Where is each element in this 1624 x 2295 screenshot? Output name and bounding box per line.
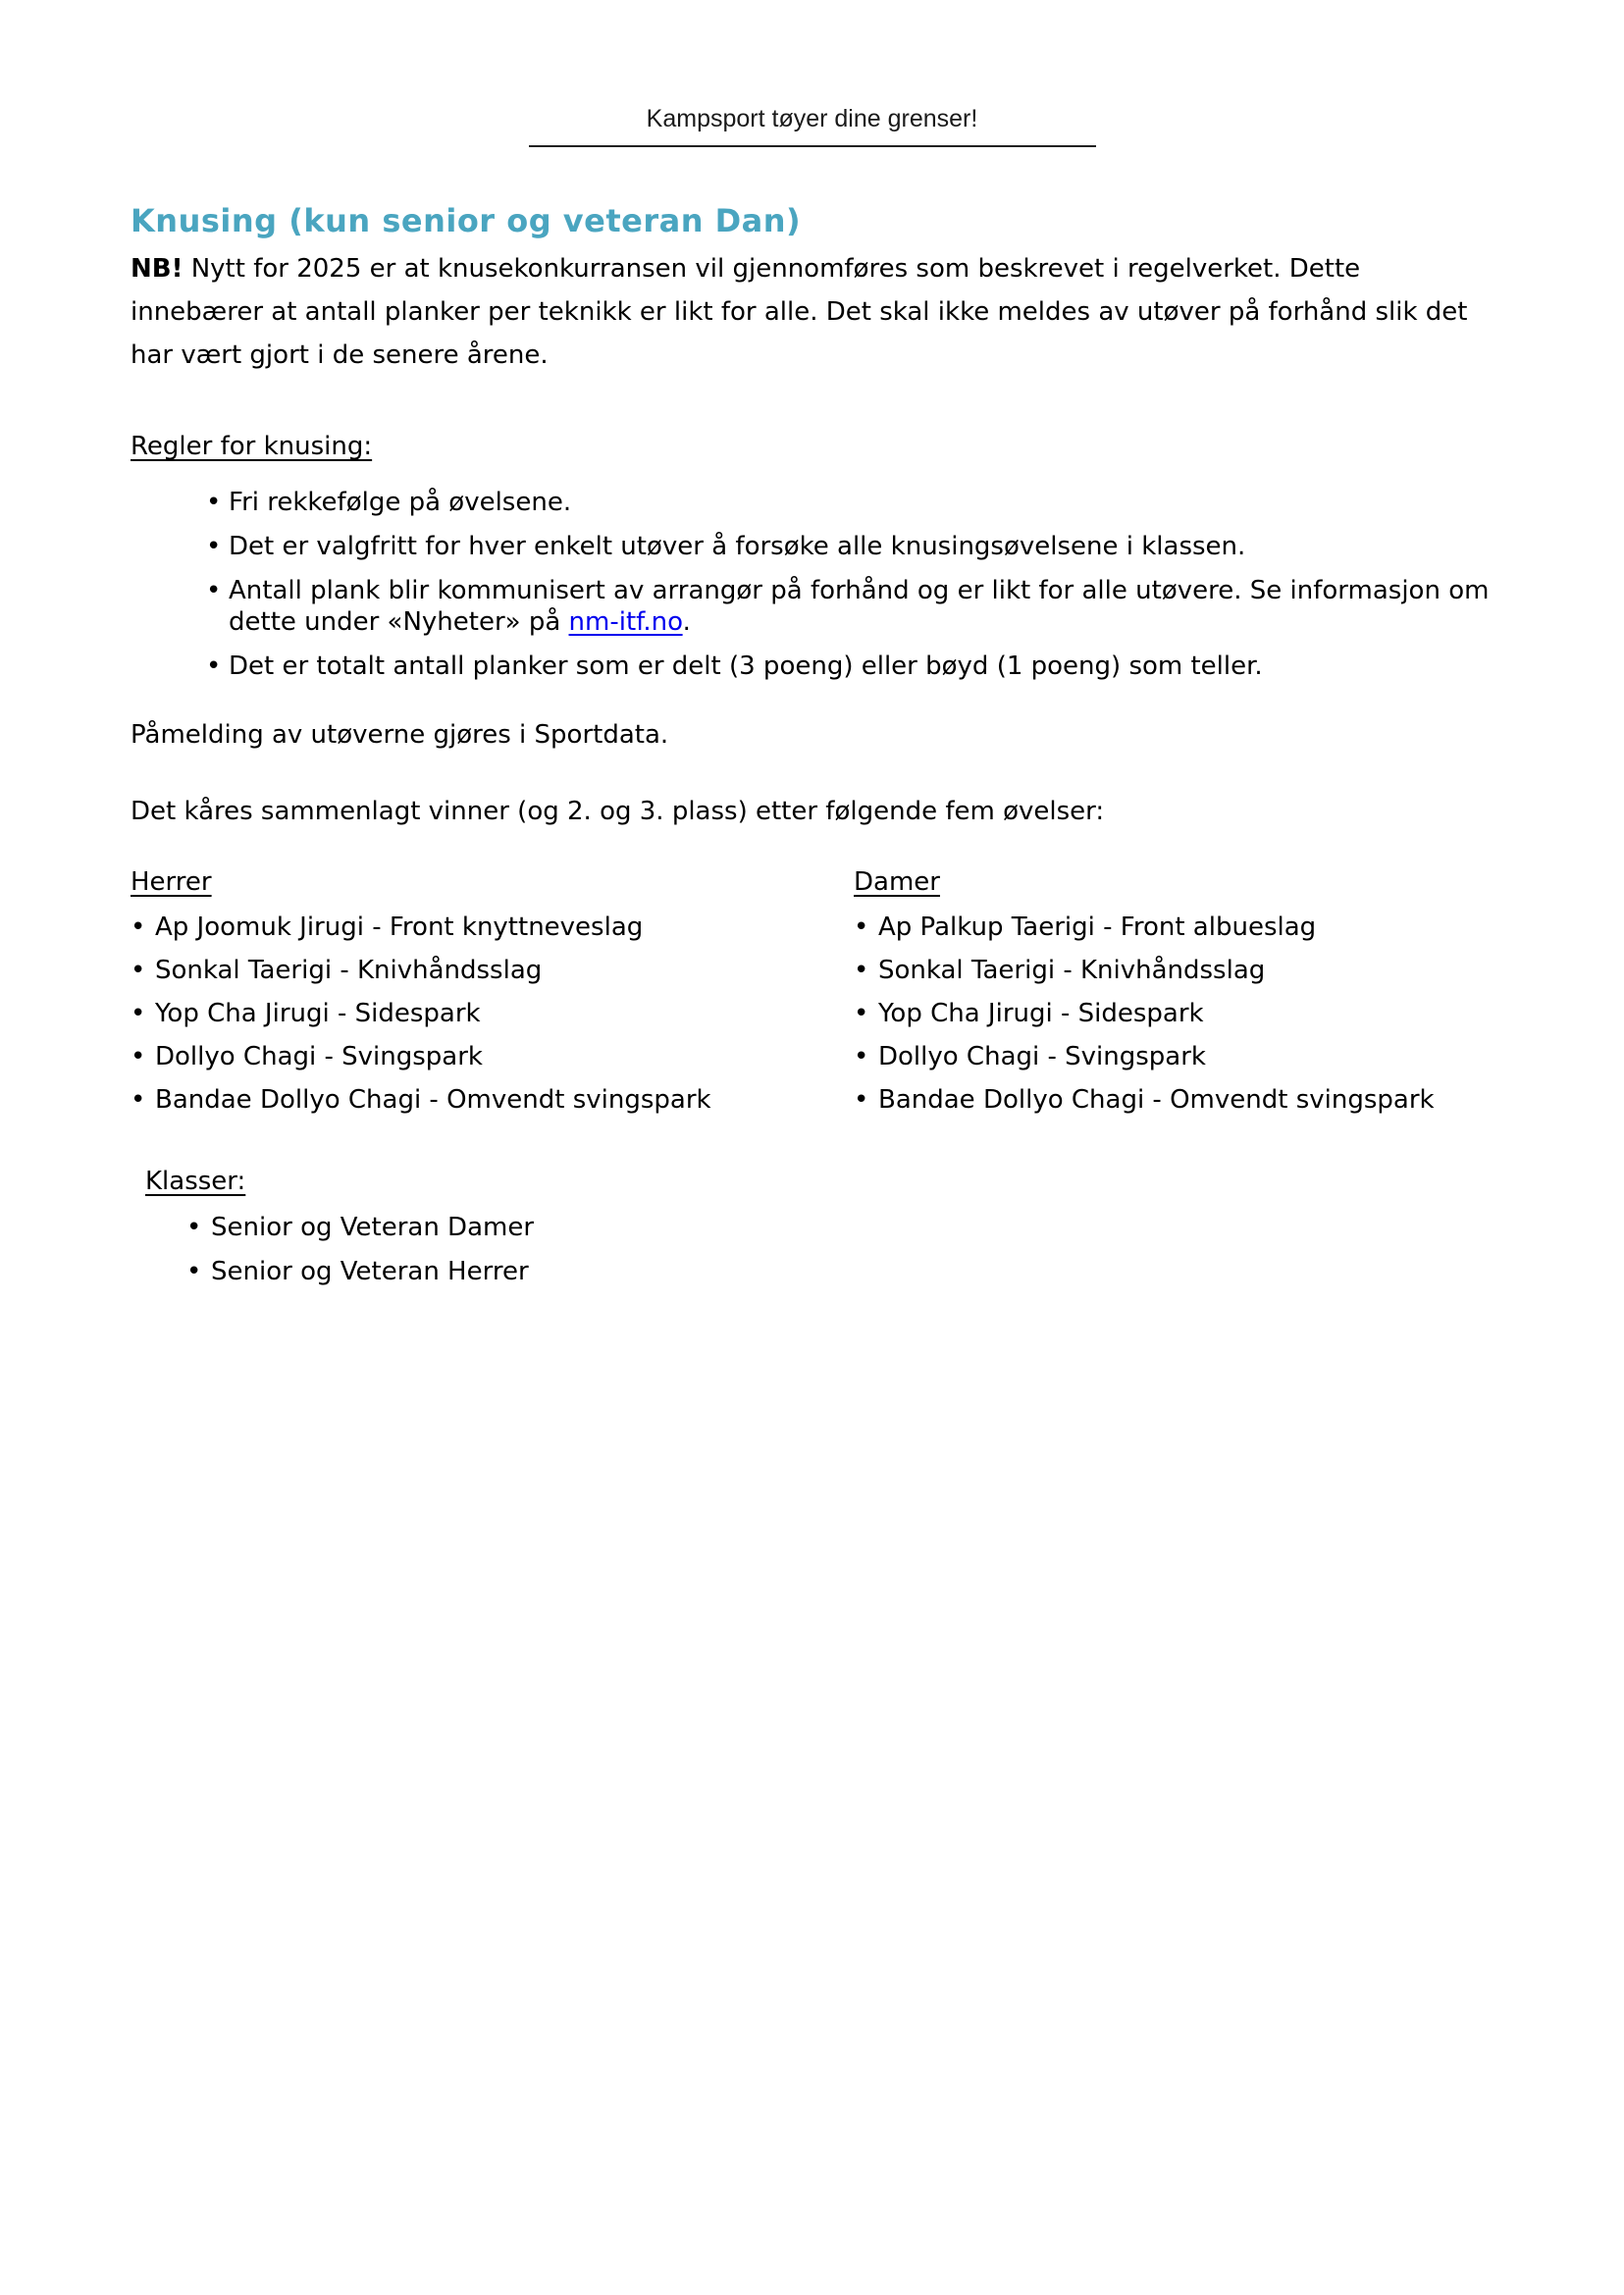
bullet-icon: • [854, 913, 869, 942]
damer-heading: Damer [854, 867, 940, 897]
exercise-text: Ap Joomuk Jirugi - Front knyttneveslag [155, 913, 644, 942]
intro-paragraph [131, 247, 1493, 377]
exercise-text: Bandae Dollyo Chagi - Omvendt svingspark [878, 1085, 1435, 1115]
bullet-icon: • [131, 956, 146, 985]
bullet-icon: • [131, 999, 146, 1028]
document-header [131, 104, 1493, 147]
exercise-text: Bandae Dollyo Chagi - Omvendt svingspark [155, 1085, 711, 1115]
intro-text: Nytt for 2025 er at knusekonkurransen vil gjennomføres som beskrevet i regelverket. Dette innebærer at antall planker per teknikk er likt for alle. Det skal ikke meldes av utøver på forhånd slik det har vært gjort i de senere årene. [131, 254, 1468, 370]
exercise-text: Yop Cha Jirugi - Sidespark [878, 999, 1204, 1028]
rule-text: Fri rekkefølge på øvelsene. [229, 488, 572, 517]
list-item [131, 906, 854, 949]
herrer-exercise-list [131, 906, 854, 1121]
list-item [186, 1206, 1493, 1250]
bullet-icon: • [854, 1042, 869, 1071]
list-item [206, 531, 1493, 562]
klasser-heading: Klasser: [145, 1167, 246, 1196]
rule-text: Det er valgfritt for hver enkelt utøver å forsøke alle knusingsøvelsene i klassen. [229, 532, 1246, 561]
rule-text-after-link: . [682, 607, 691, 637]
list-item [854, 1078, 1493, 1121]
class-text: Senior og Veteran Herrer [211, 1257, 529, 1286]
exercise-text: Dollyo Chagi - Svingspark [878, 1042, 1206, 1071]
damer-exercise-list [854, 906, 1493, 1121]
header-slogan: Kampsport tøyer dine grenser! [646, 105, 978, 132]
bullet-icon: • [206, 532, 222, 561]
bullet-icon: • [206, 652, 222, 681]
rules-list [131, 487, 1493, 682]
exercise-text: Sonkal Taerigi - Knivhåndsslag [878, 956, 1266, 985]
winner-paragraph: Det kåres sammenlagt vinner (og 2. og 3. plass) etter følgende fem øvelser: [131, 797, 1105, 826]
exercise-text: Ap Palkup Taerigi - Front albueslag [878, 913, 1317, 942]
list-item [854, 992, 1493, 1035]
list-item [131, 1078, 854, 1121]
list-item [131, 949, 854, 992]
bullet-icon: • [854, 999, 869, 1028]
registration-paragraph: Påmelding av utøverne gjøres i Sportdata. [131, 720, 669, 750]
bullet-icon: • [206, 576, 222, 605]
klasser-section [145, 1167, 1493, 1294]
list-item [131, 1035, 854, 1078]
list-item [206, 487, 1493, 518]
header-divider [529, 145, 1096, 147]
rule-text: Det er totalt antall planker som er delt (3 poeng) eller bøyd (1 poeng) som teller. [229, 652, 1263, 681]
rules-heading: Regler for knusing: [131, 432, 373, 461]
page-title: Knusing (kun senior og veteran Dan) [131, 202, 802, 239]
nm-itf-link[interactable]: nm-itf.no [568, 607, 683, 637]
list-item [854, 1035, 1493, 1078]
bullet-icon: • [186, 1213, 202, 1242]
bullet-icon: • [186, 1257, 202, 1286]
nb-label: NB! [131, 254, 183, 284]
bullet-icon: • [131, 1085, 146, 1115]
bullet-icon: • [131, 1042, 146, 1071]
list-item [854, 906, 1493, 949]
exercise-columns [131, 862, 1493, 1121]
list-item [854, 949, 1493, 992]
exercise-text: Dollyo Chagi - Svingspark [155, 1042, 483, 1071]
klasser-list [145, 1206, 1493, 1294]
damer-column [854, 862, 1493, 1121]
list-item [206, 575, 1493, 638]
list-item [131, 992, 854, 1035]
exercise-text: Sonkal Taerigi - Knivhåndsslag [155, 956, 543, 985]
exercise-text: Yop Cha Jirugi - Sidespark [155, 999, 481, 1028]
herrer-heading: Herrer [131, 867, 212, 897]
list-item [186, 1250, 1493, 1294]
bullet-icon: • [206, 488, 222, 517]
bullet-icon: • [131, 913, 146, 942]
bullet-icon: • [854, 956, 869, 985]
herrer-column [131, 862, 854, 1121]
list-item [206, 651, 1493, 682]
class-text: Senior og Veteran Damer [211, 1213, 535, 1242]
rule-text-before-link: Antall plank blir kommunisert av arrangør på forhånd og er likt for alle utøvere. Se informasjon om dette under «Nyheter» på [229, 576, 1490, 637]
rule-text [229, 575, 1493, 638]
bullet-icon: • [854, 1085, 869, 1115]
